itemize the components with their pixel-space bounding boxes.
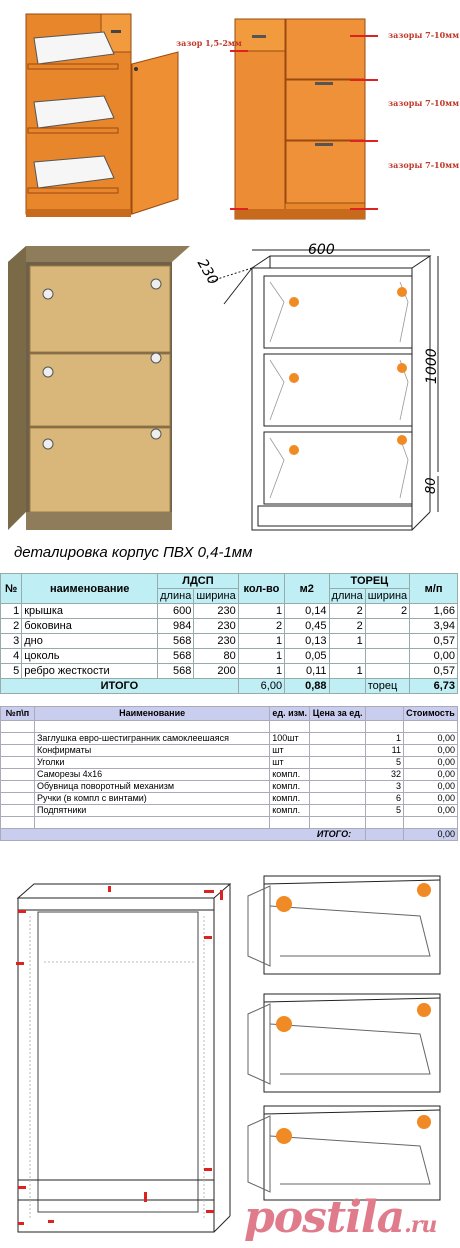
cell: компл. <box>270 769 310 781</box>
total-label: ИТОГО <box>1 679 239 694</box>
cell <box>310 805 366 817</box>
hcol-price: Цена за ед. <box>310 707 366 721</box>
cell: Обувница поворотный механизм <box>34 781 269 793</box>
cell <box>1 817 35 829</box>
cell: Конфирматы <box>34 745 269 757</box>
cell: 568 <box>158 634 194 649</box>
cell <box>366 721 404 733</box>
cell: 1 <box>329 664 365 679</box>
cell: 568 <box>158 649 194 664</box>
postila-watermark <box>244 1192 436 1243</box>
cell: 1 <box>238 634 284 649</box>
shoe-drawer-1 <box>240 866 446 984</box>
cell: 3,94 <box>410 619 458 634</box>
watermark-dot: . <box>404 1212 411 1238</box>
cell: 230 <box>194 604 238 619</box>
hardware-total-row <box>1 829 458 841</box>
cell: ребро жесткости <box>22 664 158 679</box>
cell <box>1 733 35 745</box>
cell <box>34 721 269 733</box>
cell: Подпятники <box>34 805 269 817</box>
cell: 2 <box>329 619 365 634</box>
oak-cabinet-render <box>0 242 200 537</box>
cell: 984 <box>158 619 194 634</box>
cell: 1 <box>329 634 365 649</box>
col-mp: м/п <box>410 574 458 604</box>
cell: 3 <box>366 781 404 793</box>
total-edge-label: торец <box>365 679 409 694</box>
cell: 0,05 <box>285 649 329 664</box>
cell: 0,00 <box>403 745 457 757</box>
hcol-num: №п\п <box>1 707 35 721</box>
gap-drawer-label: зазор 1,5-2мм <box>176 38 242 48</box>
cell <box>310 745 366 757</box>
cell: компл. <box>270 805 310 817</box>
cell: 5 <box>366 805 404 817</box>
cell: 1 <box>366 733 404 745</box>
cell: дно <box>22 634 158 649</box>
open-cabinet-illustration <box>16 4 196 224</box>
dimension-height: 1000 <box>424 348 440 384</box>
cell: 1 <box>1 604 22 619</box>
cell: Саморезы 4х16 <box>34 769 269 781</box>
cell: 4 <box>1 649 22 664</box>
spacer-cell <box>329 679 365 694</box>
sub-wid: ширина <box>194 589 238 604</box>
cell: компл. <box>270 793 310 805</box>
cell <box>365 649 409 664</box>
cell <box>329 649 365 664</box>
col-m2: м2 <box>285 574 329 604</box>
total-mp: 6,73 <box>410 679 458 694</box>
hardware-table <box>0 706 458 841</box>
table-row <box>1 817 458 829</box>
cell <box>1 793 35 805</box>
cell: 2 <box>238 619 284 634</box>
table-row <box>1 721 458 733</box>
cell <box>1 745 35 757</box>
table-row <box>1 604 458 619</box>
cell: компл. <box>270 781 310 793</box>
cell: 1 <box>238 604 284 619</box>
gap-label-3: зазоры 7-10мм <box>388 160 460 170</box>
cell <box>310 781 366 793</box>
cell: боковина <box>22 619 158 634</box>
cell <box>1 757 35 769</box>
cell <box>365 619 409 634</box>
detailing-caption: деталировка корпус ПВХ 0,4-1мм <box>14 544 253 561</box>
cell: 100шт <box>270 733 310 745</box>
cell: 0,45 <box>285 619 329 634</box>
cell <box>310 817 366 829</box>
hcol-cost: Стоимость <box>403 707 457 721</box>
table-row <box>1 649 458 664</box>
sub-ewid: ширина <box>365 589 409 604</box>
watermark-tld: ru <box>410 1212 437 1238</box>
cell: шт <box>270 757 310 769</box>
table-row <box>1 793 458 805</box>
hw-total-label: ИТОГО: <box>1 829 366 841</box>
cell: 6 <box>366 793 404 805</box>
table-row <box>1 733 458 745</box>
cell: 230 <box>194 634 238 649</box>
wireframe-dimensions-drawing <box>194 242 456 542</box>
cell: 32 <box>366 769 404 781</box>
cell <box>1 769 35 781</box>
closed-cabinet-illustration <box>230 14 380 234</box>
cell: Заглушка евро-шестигранник самоклеешаяся <box>34 733 269 745</box>
cell <box>270 817 310 829</box>
cell: 0,57 <box>410 634 458 649</box>
total-qty: 6,00 <box>238 679 284 694</box>
table-row <box>1 664 458 679</box>
cell: 1 <box>238 649 284 664</box>
cell: 568 <box>158 664 194 679</box>
cell <box>310 793 366 805</box>
dimension-plinth: 80 <box>424 477 439 494</box>
cell: 2 <box>365 604 409 619</box>
table-row <box>1 745 458 757</box>
col-qty: кол-во <box>238 574 284 604</box>
cell <box>34 817 269 829</box>
total-m2: 0,88 <box>285 679 329 694</box>
cell: 0,00 <box>410 649 458 664</box>
cell: Ручки (в компл с винтами) <box>34 793 269 805</box>
gap-label-1: зазоры 7-10мм <box>388 30 460 40</box>
dimension-width: 600 <box>308 242 335 258</box>
hcol-unit: ед. изм. <box>270 707 310 721</box>
hw-total-cost: 0,00 <box>403 829 457 841</box>
cell: 0,57 <box>410 664 458 679</box>
cell: 230 <box>194 619 238 634</box>
dimension-depth: 230 <box>193 256 221 288</box>
hcol-name: Наименование <box>34 707 269 721</box>
parts-table <box>0 573 458 694</box>
watermark-text: postila <box>244 1192 405 1243</box>
cell: 0,00 <box>403 769 457 781</box>
cell <box>310 769 366 781</box>
cell <box>1 805 35 817</box>
cell <box>310 733 366 745</box>
table-row <box>1 769 458 781</box>
cell: 0,00 <box>403 757 457 769</box>
sub-elen: длина <box>329 589 365 604</box>
cell <box>270 721 310 733</box>
cell <box>366 817 404 829</box>
cell: 0,13 <box>285 634 329 649</box>
cell: 5 <box>1 664 22 679</box>
hardware-table-header <box>1 707 458 721</box>
cell: шт <box>270 745 310 757</box>
cell: 0,00 <box>403 805 457 817</box>
shoe-drawer-3 <box>240 1100 446 1204</box>
cell: 0,11 <box>285 664 329 679</box>
cell: 200 <box>194 664 238 679</box>
cell: Уголки <box>34 757 269 769</box>
table-row <box>1 634 458 649</box>
cell: цоколь <box>22 649 158 664</box>
cell: 0,00 <box>403 781 457 793</box>
table-row <box>1 757 458 769</box>
col-num: № <box>1 574 22 604</box>
table-row <box>1 619 458 634</box>
cell <box>366 829 404 841</box>
hcol-qty <box>366 707 404 721</box>
sub-len: длина <box>158 589 194 604</box>
cell: 600 <box>158 604 194 619</box>
cell: 1 <box>238 664 284 679</box>
col-ldsp: ЛДСП <box>158 574 239 589</box>
cell: 1,66 <box>410 604 458 619</box>
col-name: наименование <box>22 574 158 604</box>
cell <box>310 721 366 733</box>
cell: 0,00 <box>403 793 457 805</box>
cell <box>403 817 457 829</box>
cell: крышка <box>22 604 158 619</box>
parts-table-header <box>1 574 458 589</box>
cell <box>310 757 366 769</box>
cell <box>1 721 35 733</box>
cell <box>403 721 457 733</box>
cell: 11 <box>366 745 404 757</box>
cell: 5 <box>366 757 404 769</box>
cell: 0,14 <box>285 604 329 619</box>
cell <box>365 664 409 679</box>
carcass-wireframe <box>8 870 238 1240</box>
cell <box>1 781 35 793</box>
cell: 80 <box>194 649 238 664</box>
cell: 2 <box>1 619 22 634</box>
gap-label-2: зазоры 7-10мм <box>388 98 460 108</box>
parts-total-row <box>1 679 458 694</box>
col-edge: ТОРЕЦ <box>329 574 410 589</box>
shoe-drawer-2 <box>240 984 446 1102</box>
table-row <box>1 805 458 817</box>
cell: 2 <box>329 604 365 619</box>
cell: 3 <box>1 634 22 649</box>
table-row <box>1 781 458 793</box>
cell: 0,00 <box>403 733 457 745</box>
cell <box>365 634 409 649</box>
